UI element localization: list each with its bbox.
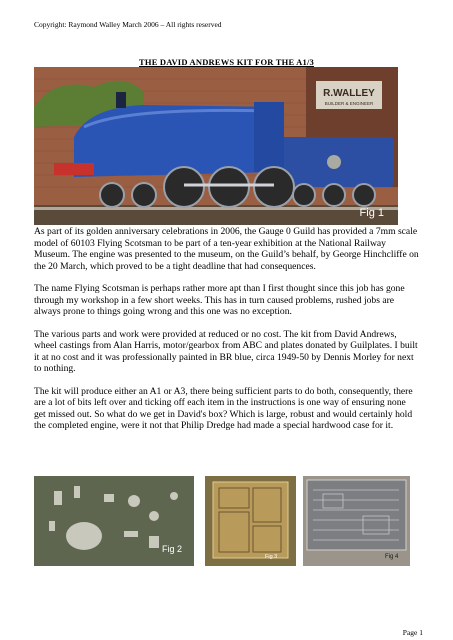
paragraph-3: The various parts and work were provided at reduced or no cost. The kit from David Andrews, wheel castings from Alan Harris, motor/gearbox from ABC and plates donated by Guilplates. I built it at no cost and it was professionally painted in BR blue, circa 1949-50 by Dennis Morley for next to nothing. <box>34 328 418 374</box>
figure-3-label: Fig 3 <box>265 554 278 560</box>
paragraph-2: The name Flying Scotsman is perhaps rather more apt than I first thought since this job has gone through my workshop in a few short weeks. This has in turn caused problems, rushed jobs are always prone to things going wrong and this one was no exception. <box>34 283 405 317</box>
sign-line-1: R.WALLEY <box>323 88 375 99</box>
nickel-etch-illustration <box>303 476 410 566</box>
figure-1-label: Fig 1 <box>359 207 384 219</box>
figure-4-photo <box>303 476 410 566</box>
page-number: Page 1 <box>402 628 423 637</box>
figure-2-photo <box>34 476 194 566</box>
figure-1-photo <box>34 67 398 225</box>
etch-sheet-illustration <box>205 476 296 566</box>
figure-3-photo <box>205 476 296 566</box>
sign-line-2: BUILDER & ENGINEER <box>324 101 374 106</box>
copyright-notice: Copyright: Raymond Walley March 2006 – All rights reserved <box>34 20 222 29</box>
figure-4-label: Fig 4 <box>385 554 399 560</box>
figure-2-label: Fig 2 <box>162 544 183 554</box>
locomotive-illustration <box>34 67 398 225</box>
paragraph-4: The kit will produce either an A1 or A3, there being sufficient parts to do both, consequently, there are a lot of bits left over and ticking off each item in the instructions is one way of ensuring none get missed out. So what do we get in David's box? Which is large, robust and would certainly hold the completed engine, were it not that Philip Dredge had made a special hardwood case for it. <box>34 385 413 431</box>
body-text <box>34 226 419 443</box>
paragraph-1: As part of its golden anniversary celebrations in 2006, the Gauge 0 Guild has provided a 7mm scale model of 60103 Flying Scotsman to be part of a ten-year exhibition at the National Railway Museum. The engine was presented to the museum, on the Guild’s behalf, by George Hinchcliffe on the 20 March, which proved to be a tight deadline that had consequences. <box>34 226 419 272</box>
document-title: THE DAVID ANDREWS KIT FOR THE A1/3 <box>139 57 314 67</box>
